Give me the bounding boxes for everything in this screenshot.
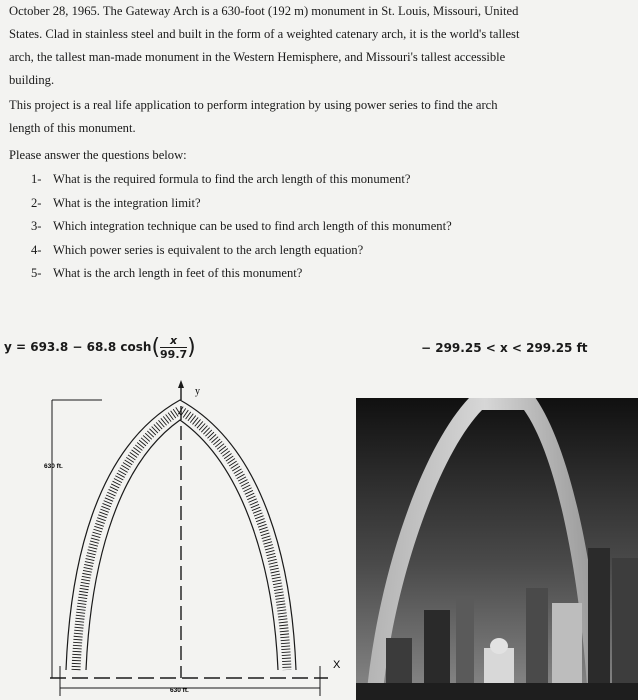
equation-fraction <box>160 334 187 361</box>
project-line-1: This project is a real life application to perform integration by using power series to find the arch <box>9 98 498 112</box>
building <box>588 548 610 700</box>
arch-inner-curve <box>86 420 278 670</box>
instructions-text: Please answer the questions below: <box>9 148 187 162</box>
intro-line-4: building. <box>9 73 55 87</box>
question-item <box>31 192 452 216</box>
arch-diagram <box>30 378 348 696</box>
question-item <box>31 168 452 192</box>
question-number: 4- <box>31 242 42 257</box>
question-number: 3- <box>31 219 42 233</box>
height-label: 630 ft. <box>44 463 63 470</box>
question-text: What is the required formula to find the arch length of this monument? <box>53 172 411 186</box>
question-item <box>31 215 452 239</box>
x-axis-label: X <box>333 659 341 671</box>
question-number: 2- <box>31 195 42 210</box>
question-item <box>31 262 452 286</box>
question-number: 5- <box>31 266 42 280</box>
question-text: What is the integration limit? <box>53 195 201 210</box>
question-text: Which power series is equivalent to the arch length equation? <box>53 242 364 257</box>
project-paragraph <box>9 94 629 140</box>
equation-numerator: x <box>160 334 187 348</box>
catenary-equation: y = 693.8 − 68.8 cosh( $\frac{x}{99.7}$ ) <box>4 334 196 361</box>
courthouse-dome <box>490 638 508 654</box>
intro-paragraph <box>9 0 629 92</box>
equation-lhs: y = 693.8 − 68.8 cosh <box>4 340 152 354</box>
building <box>612 558 638 700</box>
question-text: Which integration technique can be used to find arch length of this monument? <box>53 219 452 233</box>
width-label: 630 ft. <box>170 687 189 694</box>
integration-limits: − 299.25 < x < 299.25 ft <box>421 341 588 355</box>
project-line-2: length of this monument. <box>9 121 136 135</box>
y-axis-label: y <box>195 386 200 397</box>
intro-line-1: October 28, 1965. The Gateway Arch is a 630-foot (192 m) monument in St. Louis, Missouri, United <box>9 4 519 18</box>
intro-line-3: arch, the tallest man-made monument in the Western Hemisphere, and Missouri's tallest accessible <box>9 50 506 64</box>
question-number: 1- <box>31 172 42 186</box>
question-item <box>31 239 452 263</box>
question-text: What is the arch length in feet of this monument? <box>53 266 303 280</box>
y-axis-arrow-icon <box>178 380 184 388</box>
intro-line-2: States. Clad in stainless steel and built in the form of a weighted catenary arch, it is the world's tallest <box>9 27 520 41</box>
gateway-arch-photo <box>356 398 638 700</box>
equation-denominator: 99.7 <box>160 348 188 361</box>
question-list <box>31 168 452 286</box>
tree-line <box>356 683 638 700</box>
